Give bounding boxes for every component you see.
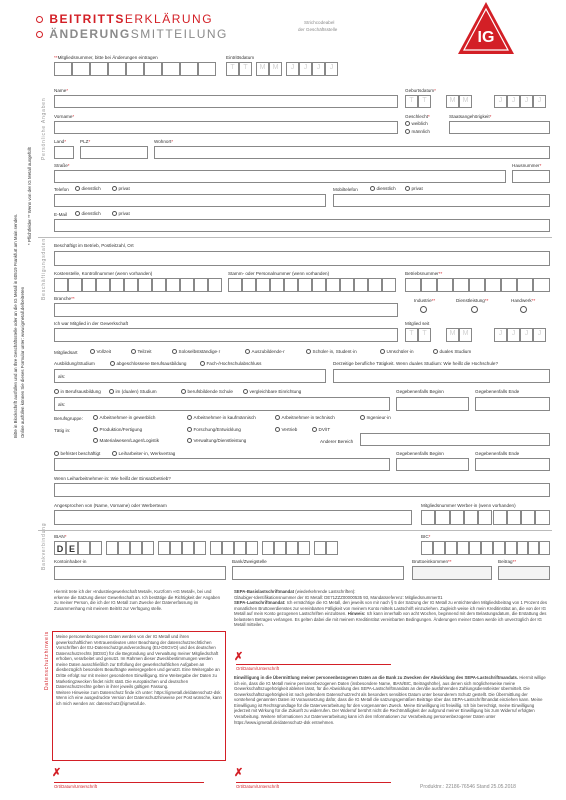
strasse-label: Straße*	[54, 163, 70, 168]
wohnort-field[interactable]	[154, 146, 550, 159]
taetig-material[interactable]: Materialwesen/Lager/Logistik	[93, 438, 159, 444]
beginn-label-1: Gegebenenfalls Beginn	[396, 389, 444, 394]
wohnort-label: Wohnort*	[154, 139, 174, 144]
title-bold-1: BEITRITTS	[49, 12, 125, 26]
bank-label: Bank/Zweigstelle	[232, 559, 267, 564]
ende-label-1: Gegebenenfalls Ende	[475, 389, 520, 394]
margin-text-2: Online ausfüllen können Sie dieses Formular unter: www.igmetall.de/beitreten	[20, 286, 25, 438]
land-label: Land*	[54, 139, 67, 144]
telefon-field[interactable]	[54, 194, 326, 207]
beitrag-field[interactable]	[498, 566, 550, 580]
kontoinhaber-field[interactable]	[54, 566, 226, 580]
art-azubi[interactable]: Auszubildende·r	[245, 349, 285, 355]
vorname-label: Vorname*	[54, 114, 75, 119]
ende-field-2[interactable]	[475, 458, 550, 471]
bic-label: BIC*	[421, 534, 431, 539]
name-label: Name*	[54, 88, 69, 93]
svg-text:IG: IG	[477, 29, 495, 46]
weiblich-option[interactable]: weiblich	[405, 121, 428, 127]
footer-text: Produktnr.: 22186-76546 Stand 25.05.2018	[420, 784, 516, 790]
signature-label-2: Ort/Datum/Unterschrift	[54, 782, 204, 789]
beginn-field-2[interactable]	[396, 458, 469, 471]
datenschutz-box	[52, 631, 226, 761]
bullet-icon	[36, 31, 43, 38]
email-dienstlich[interactable]: dienstlich	[75, 211, 101, 217]
taetig-vertrieb[interactable]: Vertrieb	[275, 427, 297, 433]
kostenstelle-label: Kostenstelle, Kontrollnummer (wenn vorhanden)	[54, 271, 153, 276]
sepa-title: SEPA-Basislastschriftmandat	[234, 589, 295, 594]
sepa-text	[234, 589, 550, 653]
iban-label: IBAN*	[54, 534, 67, 539]
beschaeftigt-label: Beschäftigt im Betrieb, Postleitzahl, Ort	[54, 243, 134, 248]
geschlecht-label: Geschlecht*	[405, 114, 430, 119]
beschaeftigt-field[interactable]	[54, 251, 550, 266]
beginn-field-1[interactable]	[396, 397, 469, 411]
industrie-option[interactable]	[420, 306, 429, 313]
brutto-field[interactable]	[412, 566, 492, 580]
anderer-bereich-label: Anderer Bereich	[320, 439, 354, 444]
geburtsdatum-label: Geburtsdatum*	[405, 88, 436, 93]
taetig-forschung[interactable]: Forschung/Entwicklung	[187, 427, 241, 433]
bg-kaufmaennisch[interactable]: Arbeitnehmer·in kaufmännisch	[187, 415, 256, 421]
art-dual[interactable]: duales Studium	[433, 349, 471, 355]
leiharbeit-option[interactable]: Leiharbeiter·in, Werkvertrag	[112, 451, 175, 457]
ausbildung-field[interactable]	[54, 369, 326, 383]
ausbildung-label: Ausbildung/Studium	[54, 361, 95, 366]
mobiltelefon-field[interactable]	[333, 194, 550, 207]
mitgliedsart-label: Mitgliedsart	[54, 350, 78, 355]
branche-field[interactable]	[54, 303, 398, 317]
mitglied-seit-label: Mitglied seit	[405, 321, 430, 326]
in-berufsausbildung-option[interactable]: in Berufsausbildung	[54, 389, 101, 395]
brutto-label: Bruttoeinkommen**	[412, 559, 452, 564]
berufsbildende-option[interactable]: berufsbildende Schule	[181, 389, 233, 395]
sepa-body-title: SEPA-Lastschriftmandat:	[234, 600, 286, 606]
separator-2	[38, 530, 552, 531]
strasse-field[interactable]	[54, 170, 506, 183]
datenschutz-text-2: Weitere Hinweise zum Datenschutz finde ich unter: https://igmetall.de/datenschutz-dsk	[56, 689, 221, 695]
bullet-icon	[36, 16, 43, 23]
handwerk-label: Handwerk**	[511, 298, 536, 303]
signature-label-3: Ort/Datum/Unterschrift	[236, 782, 391, 789]
angesprochen-label: Angesprochen von (Name, Vorname) oder Werberteam	[54, 503, 167, 508]
mobil-privat[interactable]: privat	[405, 186, 423, 192]
mitgliedsnummer-label: **Mitgliedsnummer, bitte bei Änderungen eintragen	[54, 55, 158, 60]
land-field[interactable]	[54, 146, 74, 159]
fachhochschule-option[interactable]: Fach-/Hochschulabschluss	[200, 361, 261, 367]
bg-technisch[interactable]: Arbeitnehmer·in technisch	[275, 415, 335, 421]
art-vollzeit[interactable]: Vollzeit	[90, 349, 111, 355]
ausbildung-detail-field[interactable]: als:	[54, 397, 390, 411]
eintrittsdatum-label: Eintrittsdatum	[226, 55, 255, 60]
maennlich-option[interactable]: männlich	[405, 129, 430, 135]
taetig-dvit[interactable]: DV/IT	[312, 427, 330, 433]
datenschutz-text-3: Wenn ich eine ausgedruckte Version der Datenschutzhinweise per Post wünsche, kann ich mich wenden an: datenschutz@igmetall.de.	[56, 695, 222, 706]
title-bold-2: ÄNDERUNG	[49, 27, 131, 41]
title-line-1	[36, 12, 213, 26]
ende-label-2: Gegebenenfalls Ende	[475, 451, 520, 456]
name-field[interactable]	[54, 95, 398, 108]
taetig-produktion[interactable]: Produktion/Fertigung	[93, 427, 142, 433]
einwilligung-body: Hiermit willige ich ein, dass die IG Metall meine personenbezogenen Daten (insbesondere Name, IBAN/BIC, Beitragshöhe), aus denen sich möglicherweise meine Gewerkschaftszugehörigkeit ableiten lässt, für die Abwicklung des SEPA-Lastschriftmandats an den/die ausführenden Zahlungsdienstleister übermittelt. Die Gewerkschaftszugehörigkeit ist nach geltendem Datenschutzrecht als besonders sensibles Datum unter besonderem Schutz gestellt. Die Übermittlung der vorstehend genannten Daten ist Voraussetzung dafür, dass die IG Metall die satzungsgemäßen Beiträge über das SEPA-Lastschriftmandat einziehen kann. Meine Einwilligung ist Rechtsgrundlage für die Datenverarbeitung für den vorgenannten Zweck. Meine Einwilligung ist freiwillig. Ich bin berechtigt, meine Einwilligung jederzeit mit Wirkung für die Zukunft zu widerrufen. Der Widerruf berührt nicht die Rechtmäßigkeit der aufgrund meiner Einwilligung bis zum Widerruf erfolgten Verarbeitung. Weitere Informationen zur Datenverarbeitung kann ich den Informationen zur Verarbeitung personenbezogener Daten unter https://www.igmetall.de/datenschutz-dsk entnehmen.	[234, 675, 546, 725]
plz-label: PLZ*	[80, 139, 91, 144]
staatsangehoerigkeit-field[interactable]	[449, 121, 550, 134]
sepa-title-suffix: (wiederkehrende Lastschriften):	[294, 589, 356, 594]
telefon-privat[interactable]: privat	[112, 186, 130, 192]
datenschutz-label: Datenschutzhinweis	[44, 631, 50, 690]
title-light-2: SMITTEILUNG	[130, 27, 228, 41]
dual-studium-option[interactable]: im (dualen) Studium	[109, 389, 157, 395]
taetig-verwaltung[interactable]: Verwaltung/Dienstleistung	[187, 438, 246, 444]
margin-text-3: * Pflichtfelder ** Wenn von der IG Metall ausgefüllt	[27, 147, 32, 245]
beitritt-text: Hiermit trete ich der »Industriegewerkschaft Metall«, Kurzform »IG Metall«, bei und erkenne die Satzung dieser Gewerkschaft an. Ich bestätige die Richtigkeit der Angaben zu meiner Person, die ich der IG Metall zum Zwecke der Datenerfassung im Zusammenhang mit meinem Beitritt zur Verfügung stelle.	[54, 589, 221, 611]
section-beschaeftigung: Beschäftigungsdaten	[41, 238, 47, 300]
ende-field-1[interactable]	[475, 397, 550, 411]
einsatzbetrieb-label: Wenn Leiharbeitnehmer·in: Wie heißt der Einsatzbetrieb?	[54, 476, 171, 481]
mobil-dienstlich[interactable]: dienstlich	[370, 186, 396, 192]
vorname-field[interactable]	[54, 121, 398, 134]
art-umschueler[interactable]: Umschüler·in	[380, 349, 414, 355]
abgeschlossene-option[interactable]: abgeschlossene Berufsausbildung	[110, 361, 186, 367]
bank-field[interactable]	[232, 566, 404, 580]
branche-label: Branche**	[54, 296, 75, 301]
hinweis-title: Hinweis:	[347, 611, 366, 617]
hausnummer-field[interactable]	[512, 170, 550, 183]
email-label: E-Mail	[54, 212, 68, 217]
staatsangehoerigkeit-label: Staatsangehörigkeit*	[449, 114, 492, 119]
handwerk-option[interactable]	[520, 306, 529, 313]
als-label: als:	[58, 374, 66, 379]
signature-mark-1: ✗	[234, 651, 244, 663]
glaeubiger-text: Gläubiger-Identifikationsnummer der IG Metall: DE71ZZZ00000535 93, Mandatsreferenz: Mitgliedsnummer01	[234, 594, 443, 600]
signature-mark-3: ✗	[234, 767, 244, 779]
section-bank: Bankverbindung	[41, 522, 47, 570]
werber-label: Mitgliedsnummer Werber·in (wenn vorhanden)	[421, 503, 516, 508]
datenschutz-text: Meine personenbezogenen Daten werden von der IG Metall und ihren gewerkschaftlichen Vertrauensleuten unter Beachtung der datenschutzrechtlichen Vorschriften der EU-Datenschutzgrundverordnung (EU-DSGVO) und des deutschen Datenschutzrechts (BDSG) für die Begründung und Verwaltung meiner Mitgliedschaft erhoben, verarbeitet und genutzt. Im Rahmen dieser Zweckbestimmungen werden meine Daten ausschließlich zur Erfüllung der gewerkschaftlichen Aufgaben an diesbezüglich besonders Beauftragte weitergegeben und genutzt. Eine Weitergabe an Dritte erfolgt nur mit meiner gesonderten Einwilligung. Eine Weitergabe der Daten zu Marketingzwecken findet nicht statt. Die europäischen und deutschen Datenschutzrechte gelten in ihrer jeweils gültigen Fassung.	[56, 634, 220, 690]
email-privat[interactable]: privat	[112, 211, 130, 217]
signature-label-1: Ort/Datum/Unterschrift	[236, 664, 391, 671]
hausnummer-label: Hausnummer*	[512, 163, 542, 168]
igmetall-logo	[456, 0, 516, 56]
title-line-2	[36, 27, 228, 41]
dienstleistung-label: Dienstleistung**	[456, 298, 489, 303]
betriebsnummer-label: Betriebsnummer**	[405, 271, 443, 276]
einwilligung-text	[234, 675, 550, 763]
beginn-label-2: Gegebenenfalls Beginn	[396, 451, 444, 456]
title-light-1: ERKLÄRUNG	[124, 12, 214, 26]
mobiltelefon-label: Mobiltelefon	[333, 187, 358, 192]
derzeitige-field[interactable]	[333, 369, 550, 383]
separator-1	[38, 237, 552, 238]
stamp-line-1: Strichcodeabel	[304, 20, 335, 25]
angesprochen-field[interactable]	[54, 510, 412, 525]
industrie-label: Industrie**	[414, 298, 436, 303]
plz-field[interactable]	[80, 146, 148, 159]
taetig-in-label: Tätig in:	[54, 428, 71, 433]
personalnummer-label: Stamm- oder Personalnummer (wenn vorhanden)	[228, 271, 330, 276]
vergleichbare-option[interactable]: vergleichbare Einrichtung	[243, 389, 301, 395]
art-teilzeit[interactable]: Teilzeit	[131, 349, 152, 355]
telefon-label: Telefon	[54, 187, 69, 192]
berufsgruppe-label: Berufsgruppe:	[54, 416, 83, 421]
margin-text-1: Bitte in Blockschrift ausfüllen und an Ihre Geschäftsstelle oder an die IG Metall in 60519 Frankfurt am Main senden.	[13, 213, 18, 438]
telefon-dienstlich[interactable]: dienstlich	[75, 186, 101, 192]
section-persoenlich: Persönliche Angaben	[41, 97, 47, 160]
beitrag-label: Beitrag**	[498, 559, 517, 564]
einwilligung-title: Einwilligung in die Übermittlung meiner personenbezogenen Daten an die Bank zu Zwecken der Abwicklung des SEPA-Lastschriftmandats.	[234, 675, 519, 680]
anderer-bereich-field[interactable]	[360, 433, 550, 446]
stamp-line-2: der Geschäftsstelle	[298, 27, 338, 32]
email-field[interactable]	[54, 219, 550, 232]
einsatzbetrieb-field[interactable]	[54, 483, 550, 497]
befristet-field[interactable]	[54, 458, 390, 471]
bg-ingenieur[interactable]: Ingenieur·in	[360, 415, 391, 421]
derzeitige-label: Derzeitige berufliche Tätigkeit. Wenn duales Studium: Wie heißt die Hochschule?	[333, 361, 499, 366]
hinweis-text: Ich kann innerhalb von acht Wochen, beginnend mit dem Belastungsdatum, die Erstattung des belasteten Betrages verlangen. Es gelten dabei die mit meinem Kreditinstitut vereinbarten Bedingungen. Änderungen meiner Daten werde ich unverzüglich der IG Metall mitteilen.	[234, 611, 547, 628]
signature-mark-2: ✗	[52, 767, 62, 779]
kontoinhaber-label: Kontoinhaber·in	[54, 559, 87, 564]
befristet-option[interactable]: befristet beschäftigt	[54, 451, 100, 457]
dienstleistung-option[interactable]	[471, 306, 480, 313]
bg-gewerblich[interactable]: Arbeitnehmer·in gewerblich	[93, 415, 155, 421]
frueher-mitglied-field[interactable]	[54, 328, 398, 342]
art-schueler[interactable]: Schüler·in, Student·in	[306, 349, 357, 355]
frueher-mitglied-label: Ich war Mitglied in der Gewerkschaft	[54, 321, 129, 326]
sepa-body: Ich ermächtige die IG Metall, den jeweils von mir nach § 5 der Satzung der IG Metall zu entrichtenden Mitgliedsbeitrag von 1 Prozent des monatlichen Bruttoverdienstes zur vereinbarten Fälligkeit von meinem Konto mittels Lastschrift einzuziehen. Zugleich weise ich mein Kreditinstitut an, die von der IG Metall auf mein Konto gezogenen Lastschriften einzulösen.	[234, 600, 548, 617]
art-soloselbst[interactable]: Soloselbstständige·r	[172, 349, 220, 355]
